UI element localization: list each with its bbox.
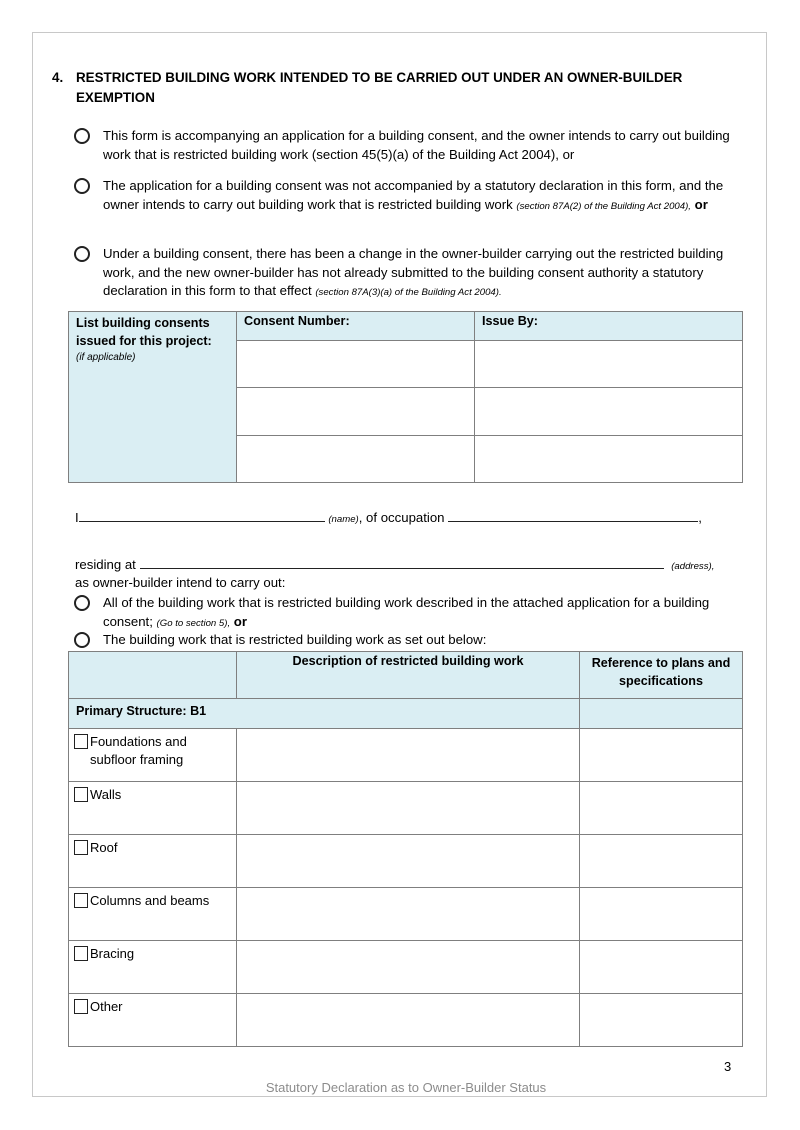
section-title: RESTRICTED BUILDING WORK INTENDED TO BE CARRIED OUT UNDER AN OWNER-BUILDER EXEMPTION xyxy=(76,70,683,105)
reference-cell[interactable] xyxy=(580,994,743,1047)
checkbox[interactable] xyxy=(74,840,88,855)
occupation-field[interactable] xyxy=(448,509,698,522)
description-cell[interactable] xyxy=(237,994,580,1047)
occupation-label: , of occupation xyxy=(358,510,445,525)
consent-number-cell[interactable] xyxy=(237,388,475,436)
or-connector: or xyxy=(690,196,708,212)
section-heading xyxy=(52,68,742,108)
option-all-restricted-work[interactable] xyxy=(74,594,744,633)
header-reference: Reference to plans and specifications xyxy=(580,652,743,699)
i-prefix: I xyxy=(75,510,79,525)
option-text: Under a building consent, there has been a change in the owner-builder carrying out the restricted building work, and the new owner-builder has not already submitted to the building consent authority a statutory declaration in this form to that effect (section 87A(3)(a) of the Building Act 2004). xyxy=(103,246,724,298)
go-to-section-reference: (Go to section 5), xyxy=(156,617,231,629)
header-consent-number: Consent Number: xyxy=(237,312,475,341)
checkbox[interactable] xyxy=(74,734,88,749)
footer-text: Statutory Declaration as to Owner-Builder Status xyxy=(265,1080,547,1095)
header-issue-by: Issue By: xyxy=(475,312,743,341)
description-cell[interactable] xyxy=(237,941,580,994)
table-row xyxy=(69,994,743,1047)
name-occupation-line xyxy=(75,509,735,529)
option-text: The application for a building consent was not accompanied by a statutory declaration in this form, and the owner intends to carry out building work that is restricted building work (section 87A(2) of the Building Act 2004), or xyxy=(103,178,724,212)
row-label-cell xyxy=(69,888,237,941)
description-cell[interactable] xyxy=(237,782,580,835)
or-connector: or xyxy=(230,613,247,629)
consents-label-cell xyxy=(69,312,237,483)
table-row xyxy=(69,835,743,888)
consents-table xyxy=(68,311,743,483)
row-label: Walls xyxy=(90,787,122,802)
table-row xyxy=(69,888,743,941)
description-cell[interactable] xyxy=(237,888,580,941)
address-line xyxy=(75,556,735,576)
radio-button[interactable] xyxy=(74,595,90,611)
radio-button[interactable] xyxy=(74,246,90,262)
reference-cell[interactable] xyxy=(580,888,743,941)
option-no-statutory-declaration[interactable] xyxy=(74,177,744,216)
row-label-cell xyxy=(69,729,237,782)
option-text: This form is accompanying an application for a building consent, and the owner intends to carry out building work that is restricted building work (section 45(5)(a) of the Building Act 2004), or xyxy=(103,128,730,162)
row-label: Roof xyxy=(90,840,118,855)
row-label-cell xyxy=(69,994,237,1047)
row-label-cell xyxy=(69,835,237,888)
option-text: The building work that is restricted building work as set out below: xyxy=(103,632,487,647)
row-label: Foundations and subfloor framing xyxy=(90,734,187,767)
address-field[interactable] xyxy=(140,556,664,569)
address-hint: (address), xyxy=(671,561,715,572)
table-row xyxy=(69,729,743,782)
checkbox[interactable] xyxy=(74,946,88,961)
radio-button[interactable] xyxy=(74,178,90,194)
row-label: Other xyxy=(90,999,123,1014)
radio-button[interactable] xyxy=(74,128,90,144)
consents-label: List building consents issued for this project: xyxy=(76,316,212,348)
row-label: Bracing xyxy=(90,946,135,961)
reference-cell[interactable] xyxy=(580,835,743,888)
group-primary-structure: Primary Structure: B1 xyxy=(69,699,580,729)
table-row xyxy=(69,941,743,994)
reference-cell[interactable] xyxy=(580,782,743,835)
intend-text: as owner-builder intend to carry out: xyxy=(75,575,286,590)
checkbox[interactable] xyxy=(74,787,88,802)
row-label: Columns and beams xyxy=(90,893,210,908)
table-row xyxy=(69,782,743,835)
restricted-work-table xyxy=(68,651,743,1047)
issue-by-cell[interactable] xyxy=(475,436,743,483)
issue-by-cell[interactable] xyxy=(475,388,743,436)
residing-label: residing at xyxy=(75,557,136,572)
option-change-owner-builder[interactable] xyxy=(74,245,744,303)
consent-number-cell[interactable] xyxy=(237,436,475,483)
page-number: 3 xyxy=(724,1059,732,1074)
consent-number-cell[interactable] xyxy=(237,341,475,388)
consents-label-note: (if applicable) xyxy=(76,352,136,363)
checkbox[interactable] xyxy=(74,893,88,908)
occupation-end: , xyxy=(698,510,702,525)
legal-reference: (section 87A(2) of the Building Act 2004), xyxy=(516,200,691,212)
option-accompanying-application[interactable] xyxy=(74,127,744,164)
issue-by-cell[interactable] xyxy=(475,341,743,388)
group-reference-cell xyxy=(580,699,743,729)
header-description: Description of restricted building work xyxy=(237,652,580,699)
radio-button[interactable] xyxy=(74,632,90,648)
checkbox[interactable] xyxy=(74,999,88,1014)
row-label-cell xyxy=(69,782,237,835)
name-field[interactable] xyxy=(79,509,325,522)
option-text: All of the building work that is restricted building work described in the attached application for a building consent; (Go to section 5), or xyxy=(103,595,710,629)
legal-reference: (section 87A(3)(a) of the Building Act 2004). xyxy=(315,287,502,298)
description-cell[interactable] xyxy=(237,729,580,782)
description-cell[interactable] xyxy=(237,835,580,888)
name-hint: (name) xyxy=(328,514,359,525)
section-number: 4. xyxy=(52,70,64,85)
header-blank-cell xyxy=(69,652,237,699)
reference-cell[interactable] xyxy=(580,941,743,994)
reference-cell[interactable] xyxy=(580,729,743,782)
row-label-cell xyxy=(69,941,237,994)
option-work-set-out-below[interactable] xyxy=(74,631,744,650)
